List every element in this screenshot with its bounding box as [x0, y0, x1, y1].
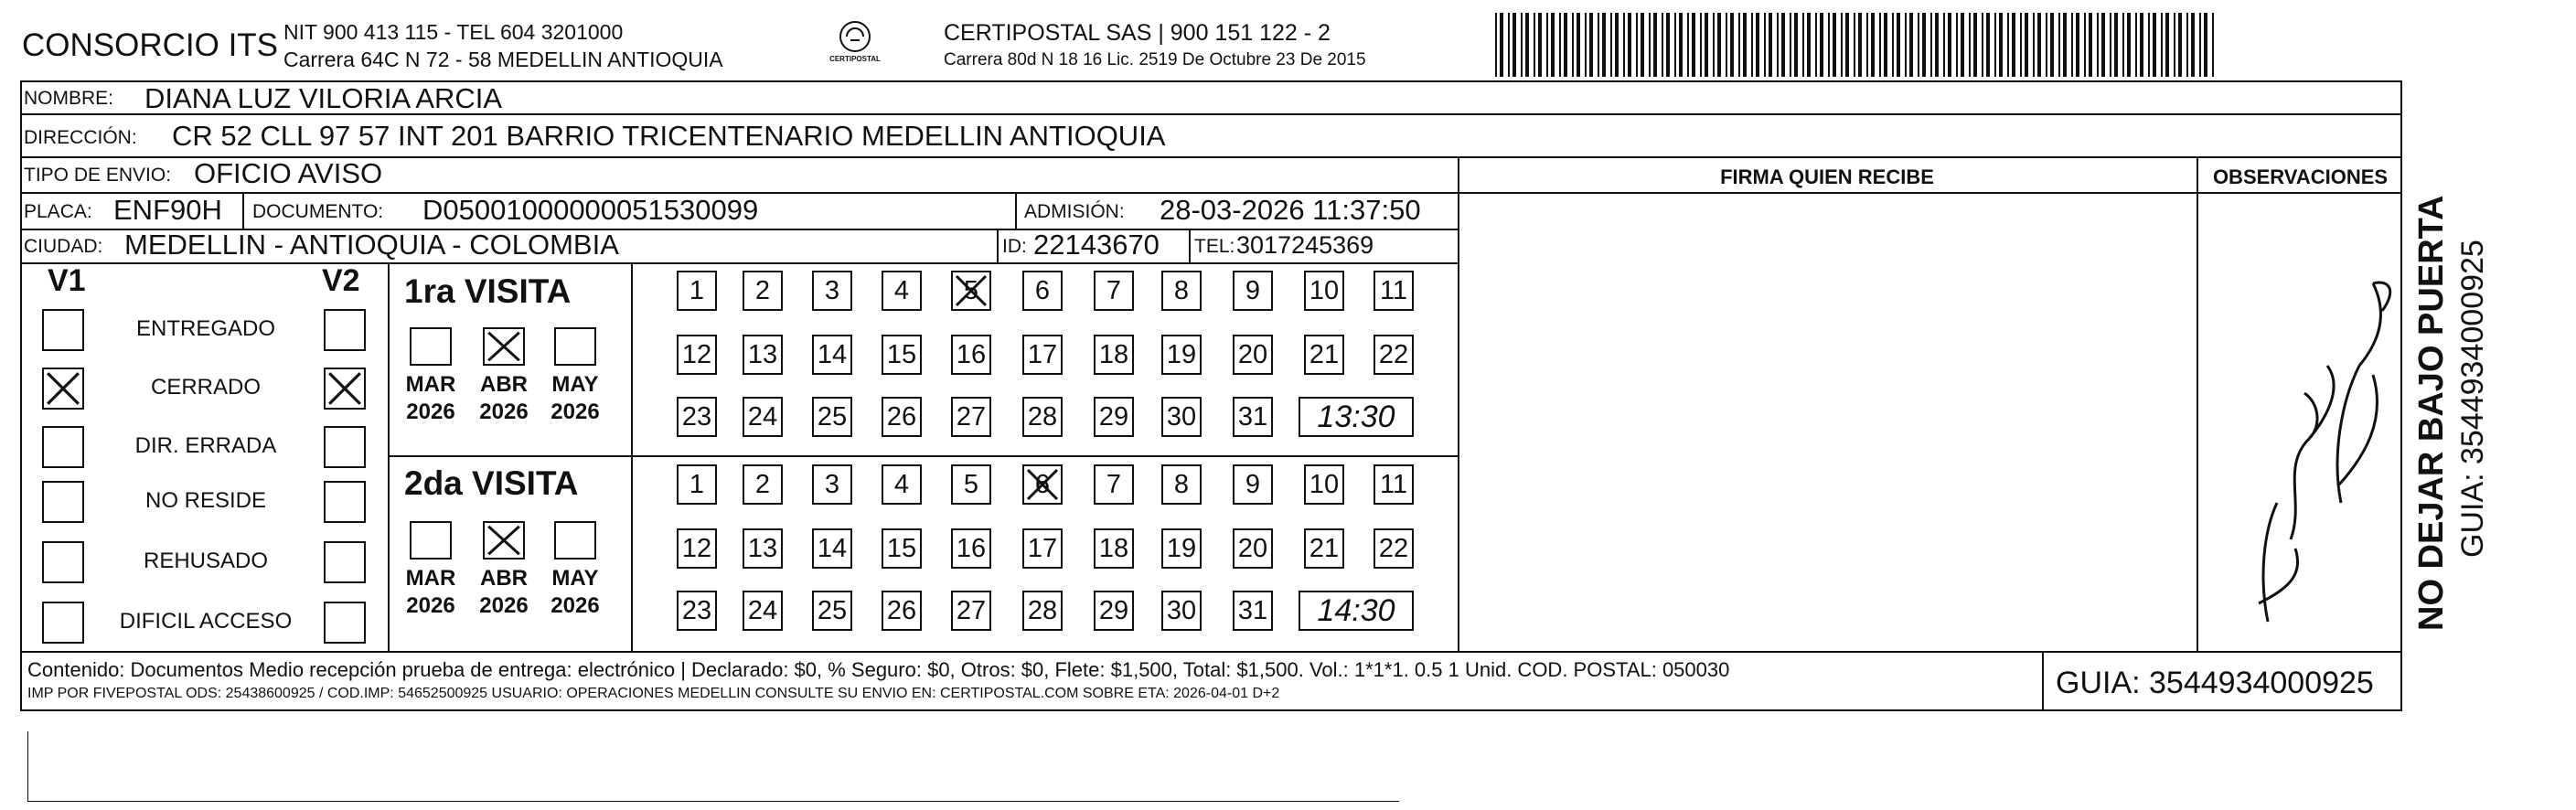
x-mark-icon [44, 369, 82, 408]
barcode-bar [1807, 13, 1811, 77]
month-label: ABR 2026 [479, 372, 529, 424]
day-box[interactable]: 5 [951, 271, 991, 311]
barcode-bar [1674, 13, 1676, 77]
barcode-bar [2140, 13, 2143, 77]
day-box[interactable]: 24 [743, 397, 783, 437]
barcode-bar [1918, 13, 1919, 77]
barcode-bar [1525, 13, 1529, 77]
barcode-bar [1790, 13, 1791, 77]
barcode-bar [1892, 13, 1894, 77]
barcode-bar [1602, 13, 1606, 77]
day-box[interactable]: 27 [951, 591, 991, 631]
day-box[interactable]: 24 [743, 591, 783, 631]
day-box[interactable]: 8 [1161, 464, 1202, 505]
day-box[interactable]: 6 [1022, 464, 1063, 505]
day-box[interactable]: 6 [1022, 271, 1063, 311]
visit-time-box[interactable]: 13:30 [1299, 397, 1414, 437]
id-label: ID: [1002, 236, 1027, 257]
month-checkbox[interactable] [483, 327, 525, 366]
barcode-bar [1994, 13, 1996, 77]
barcode-bar [2046, 13, 2047, 77]
barcode-bar [2178, 13, 2182, 77]
v2-status-checkbox[interactable] [324, 481, 366, 523]
v2-status-checkbox[interactable] [324, 541, 366, 583]
v1-status-checkbox[interactable] [42, 481, 84, 523]
barcode-bar [2165, 13, 2169, 77]
day-box[interactable]: 22 [1374, 335, 1414, 375]
barcode-bar [1871, 13, 1875, 77]
barcode-bar [1897, 13, 1900, 77]
month-checkbox[interactable] [554, 327, 596, 366]
barcode-bar [2058, 13, 2060, 77]
barcode-bar [2020, 13, 2022, 77]
month-checkbox[interactable] [554, 521, 596, 560]
day-box[interactable]: 31 [1233, 591, 1273, 631]
signature-header: FIRMA QUIEN RECIBE [1720, 165, 1934, 188]
plate-label: PLACA: [24, 201, 92, 222]
day-box[interactable]: 10 [1304, 464, 1344, 505]
barcode-bar [1866, 13, 1868, 77]
status-label: ENTREGADO [135, 316, 275, 341]
barcode-bar [1666, 13, 1670, 77]
sender-address: Carrera 64C N 72 - 58 MEDELLIN ANTIOQUIA [283, 48, 723, 71]
barcode-bar [1833, 13, 1836, 77]
barcode-bar [2097, 13, 2099, 77]
day-box[interactable]: 23 [677, 397, 717, 437]
barcode-bar [2135, 13, 2137, 77]
barcode-bar [1973, 13, 1977, 77]
day-box[interactable]: 29 [1094, 397, 1134, 437]
day-box[interactable]: 26 [882, 397, 922, 437]
city: MEDELLIN - ANTIOQUIA - COLOMBIA [124, 229, 619, 261]
barcode-bar [1623, 13, 1625, 77]
signature-area [1463, 194, 2191, 649]
day-box[interactable]: 13 [743, 335, 783, 375]
v2-status-checkbox[interactable] [324, 368, 366, 410]
barcode-bar [2122, 13, 2124, 77]
day-box[interactable]: 19 [1161, 528, 1202, 569]
side-guia: GUIA: 3544934000925 [2455, 240, 2490, 558]
barcode-bar [1572, 13, 1574, 77]
barcode-bar [1700, 13, 1702, 77]
day-box[interactable]: 1 [677, 464, 717, 505]
status-label: CERRADO [150, 375, 261, 400]
barcode-bar [2063, 13, 2067, 77]
barcode-bar [1577, 13, 1580, 77]
type-label: TIPO DE ENVIO: [24, 165, 172, 186]
day-box[interactable]: 12 [677, 528, 717, 569]
barcode-bar [2084, 13, 2086, 77]
day-box[interactable]: 21 [1304, 528, 1344, 569]
footer-guia: GUIA: 3544934000925 [2056, 666, 2374, 700]
address-label: DIRECCIÓN: [24, 127, 137, 148]
barcode-bar [1999, 13, 2003, 77]
day-box[interactable]: 22 [1374, 528, 1414, 569]
status-label: DIR. ERRADA [134, 433, 277, 458]
footer-content: Contenido: Documentos Medio recepción prueba de entrega: electrónico | Declarado: $0, % Seguro: $0, Otros: $0, Flete: $1,500, Total: $1,500. Vol.: 1*1*1. 0.5 1 Unid. COD. POSTAL: 050030 [27, 658, 1730, 681]
barcode-bar [2101, 13, 2105, 77]
v2-label: V2 [322, 263, 360, 298]
day-box[interactable]: 7 [1094, 464, 1134, 505]
day-box[interactable]: 18 [1094, 528, 1134, 569]
day-box[interactable]: 13 [743, 528, 783, 569]
visit-time-box[interactable]: 14:30 [1299, 591, 1414, 631]
barcode-bar [1943, 13, 1945, 77]
barcode-bar [1986, 13, 1990, 77]
barcode-bar [1922, 13, 1926, 77]
side-notice: NO DEJAR BAJO PUERTA [2412, 195, 2451, 631]
carrier-name-nit: CERTIPOSTAL SAS | 900 151 122 - 2 [944, 20, 1331, 46]
barcode-bar [1858, 13, 1862, 77]
barcode-bar [1534, 13, 1535, 77]
city-label: CIUDAD: [24, 236, 103, 257]
barcode-bar [1794, 13, 1798, 77]
day-box[interactable]: 8 [1161, 271, 1202, 311]
recipient-name: DIANA LUZ VILORIA ARCIA [144, 82, 503, 114]
day-box[interactable]: 20 [1233, 528, 1273, 569]
barcode-bar [2148, 13, 2150, 77]
barcode-bar [1662, 13, 1663, 77]
barcode-bar [2127, 13, 2131, 77]
v2-status-checkbox[interactable] [324, 309, 366, 351]
plate: ENF90H [113, 194, 222, 226]
day-box[interactable]: 2 [743, 271, 783, 311]
day-box[interactable]: 20 [1233, 335, 1273, 375]
barcode-bar [1521, 13, 1523, 77]
barcode-bar [1769, 13, 1772, 77]
barcode-bar [1636, 13, 1638, 77]
barcode-bar [1935, 13, 1939, 77]
barcode-bar [2174, 13, 2175, 77]
barcode-bar [1495, 13, 1497, 77]
day-box[interactable]: 25 [812, 591, 852, 631]
day-box[interactable]: 14 [812, 335, 852, 375]
barcode-bar [2089, 13, 2092, 77]
barcode-bar [1726, 13, 1727, 77]
barcode-bar [1764, 13, 1766, 77]
barcode-bar [1512, 13, 1516, 77]
barcode-bar [1546, 13, 1548, 77]
logo-caption: CERTIPOSTAL [829, 55, 881, 63]
day-box[interactable]: 18 [1094, 335, 1134, 375]
sender-name: CONSORCIO ITS [22, 27, 279, 63]
barcode-bar [2153, 13, 2156, 77]
barcode-bar [1730, 13, 1734, 77]
month-label: MAY 2026 [550, 372, 600, 424]
day-box[interactable]: 11 [1374, 271, 1414, 311]
barcode-bar [1500, 13, 1503, 77]
barcode-bar [1961, 13, 1964, 77]
barcode-bar [1751, 13, 1753, 77]
v2-status-checkbox[interactable] [324, 426, 366, 468]
day-box[interactable]: 11 [1374, 464, 1414, 505]
barcode-bar [2037, 13, 2041, 77]
month-label: MAY 2026 [550, 566, 600, 618]
day-box[interactable]: 9 [1233, 271, 1273, 311]
v1-status-checkbox[interactable] [42, 541, 84, 583]
day-box[interactable]: 3 [812, 464, 852, 505]
month-label: ABR 2026 [479, 566, 529, 618]
day-box[interactable]: 14 [812, 528, 852, 569]
day-box[interactable]: 30 [1161, 591, 1202, 631]
day-box[interactable]: 30 [1161, 397, 1202, 437]
name-label: NOMBRE: [24, 88, 114, 109]
x-mark-icon [326, 369, 364, 408]
barcode-bar [1854, 13, 1855, 77]
barcode-bar [1815, 13, 1817, 77]
barcode-bar [2033, 13, 2035, 77]
month-checkbox[interactable] [410, 521, 452, 560]
barcode-bar [1679, 13, 1683, 77]
barcode-bar [1692, 13, 1695, 77]
barcode-bar [1615, 13, 1619, 77]
barcode-bar [1781, 13, 1785, 77]
barcode-bar [1559, 13, 1561, 77]
barcode-bar [2114, 13, 2118, 77]
day-box[interactable]: 28 [1022, 397, 1063, 437]
recipient-address: CR 52 CLL 97 57 INT 201 BARRIO TRICENTENARIO MEDELLIN ANTIOQUIA [172, 120, 1166, 152]
shipment-type: OFICIO AVISO [194, 157, 383, 189]
barcode-bar [1828, 13, 1830, 77]
barcode-bar [1610, 13, 1612, 77]
barcode-bar [1628, 13, 1631, 77]
day-box[interactable]: 9 [1233, 464, 1273, 505]
barcode-bar [1884, 13, 1887, 77]
barcode-bar [2186, 13, 2188, 77]
barcode-bar [1845, 13, 1849, 77]
barcode-bar [2050, 13, 2054, 77]
day-box[interactable]: 10 [1304, 271, 1344, 311]
day-box[interactable]: 29 [1094, 591, 1134, 631]
observations-header: OBSERVACIONES [2212, 165, 2389, 188]
v1-label: V1 [48, 263, 86, 298]
barcode-bar [2191, 13, 2195, 77]
barcode-bar [2110, 13, 2111, 77]
barcode-bar [1802, 13, 1804, 77]
barcode-bar [1598, 13, 1599, 77]
certipostal-logo [823, 18, 887, 66]
status-label: NO RESIDE [144, 488, 267, 513]
barcode [1495, 13, 2218, 77]
day-box[interactable]: 5 [951, 464, 991, 505]
status-label: DIFICIL ACCESO [119, 609, 293, 634]
barcode-bar [1551, 13, 1555, 77]
month-label: MAR 2026 [405, 566, 456, 618]
barcode-bar [1585, 13, 1587, 77]
barcode-bar [2212, 13, 2214, 77]
first-visit-title: 1ra VISITA [404, 272, 572, 310]
month-checkbox[interactable] [410, 327, 452, 366]
barcode-bar [1538, 13, 1542, 77]
day-box[interactable]: 15 [882, 528, 922, 569]
month-checkbox[interactable] [483, 521, 525, 560]
day-box[interactable]: 4 [882, 271, 922, 311]
day-box[interactable]: 12 [677, 335, 717, 375]
x-mark-icon [485, 329, 523, 364]
barcode-bar [1508, 13, 1510, 77]
barcode-bar [1909, 13, 1913, 77]
barcode-bar [1777, 13, 1779, 77]
tel-label: TEL: [1194, 236, 1235, 257]
status-label: REHUSADO [143, 549, 269, 573]
barcode-bar [2199, 13, 2201, 77]
barcode-bar [1756, 13, 1759, 77]
barcode-bar [2007, 13, 2009, 77]
barcode-bar [1969, 13, 1971, 77]
barcode-bar [1905, 13, 1907, 77]
day-box[interactable]: 25 [812, 397, 852, 437]
barcode-bar [1717, 13, 1721, 77]
v1-status-checkbox[interactable] [42, 426, 84, 468]
v2-status-checkbox[interactable] [324, 602, 366, 644]
footer-print-info: IMP POR FIVEPOSTAL ODS: 25438600925 / COD.IMP: 54652500925 USUARIO: OPERACIONES MEDELLIN CONSULTE SU ENVIO EN: CERTIPOSTAL.COM SOBRE ETA: 2026-04-01 D+2 [27, 686, 1280, 701]
day-box[interactable]: 19 [1161, 335, 1202, 375]
day-box[interactable]: 31 [1233, 397, 1273, 437]
day-box[interactable]: 17 [1022, 335, 1063, 375]
tel-number: 3017245369 [1236, 231, 1374, 259]
barcode-bar [1705, 13, 1708, 77]
day-box[interactable]: 7 [1094, 271, 1134, 311]
barcode-bar [1879, 13, 1881, 77]
day-box[interactable]: 21 [1304, 335, 1344, 375]
carrier-license: Carrera 80d N 18 16 Lic. 2519 De Octubre 23 De 2015 [944, 50, 1366, 69]
day-box[interactable]: 17 [1022, 528, 1063, 569]
day-box[interactable]: 16 [951, 335, 991, 375]
barcode-bar [2025, 13, 2028, 77]
barcode-bar [1653, 13, 1657, 77]
barcode-bar [2161, 13, 2163, 77]
barcode-bar [1564, 13, 1567, 77]
barcode-bar [1713, 13, 1715, 77]
day-box[interactable]: 2 [743, 464, 783, 505]
doc-label: DOCUMENTO: [252, 201, 384, 222]
barcode-bar [2076, 13, 2079, 77]
day-box[interactable]: 23 [677, 591, 717, 631]
barcode-bar [1687, 13, 1689, 77]
day-box[interactable]: 1 [677, 271, 717, 311]
v1-status-checkbox[interactable] [42, 309, 84, 351]
day-box[interactable]: 16 [951, 528, 991, 569]
second-visit-title: 2da VISITA [404, 464, 579, 502]
day-box[interactable]: 28 [1022, 591, 1063, 631]
barcode-bar [1589, 13, 1593, 77]
id-number: 22143670 [1033, 229, 1160, 261]
barcode-bar [2204, 13, 2207, 77]
v1-status-checkbox[interactable] [42, 602, 84, 644]
day-box[interactable]: 15 [882, 335, 922, 375]
barcode-bar [1930, 13, 1932, 77]
admission-label: ADMISIÓN: [1024, 201, 1125, 222]
barcode-bar [2012, 13, 2015, 77]
x-mark-icon [485, 523, 523, 558]
barcode-bar [1841, 13, 1843, 77]
v1-status-checkbox[interactable] [42, 368, 84, 410]
barcode-bar [1956, 13, 1958, 77]
observation-signature [2204, 229, 2398, 649]
day-box[interactable]: 26 [882, 591, 922, 631]
doc-number: D05001000000051530099 [422, 194, 759, 226]
barcode-bar [1982, 13, 1983, 77]
barcode-bar [1738, 13, 1740, 77]
day-box[interactable]: 27 [951, 397, 991, 437]
barcode-bar [1948, 13, 1951, 77]
month-label: MAR 2026 [405, 372, 456, 424]
barcode-bar [1743, 13, 1747, 77]
barcode-bar [1641, 13, 1644, 77]
barcode-bar [2071, 13, 2073, 77]
day-box[interactable]: 3 [812, 271, 852, 311]
barcode-bar [1820, 13, 1823, 77]
day-box[interactable]: 4 [882, 464, 922, 505]
sender-nit-phone: NIT 900 413 115 - TEL 604 3201000 [283, 20, 624, 44]
admission-date: 28-03-2026 11:37:50 [1160, 194, 1421, 226]
barcode-bar [1649, 13, 1651, 77]
